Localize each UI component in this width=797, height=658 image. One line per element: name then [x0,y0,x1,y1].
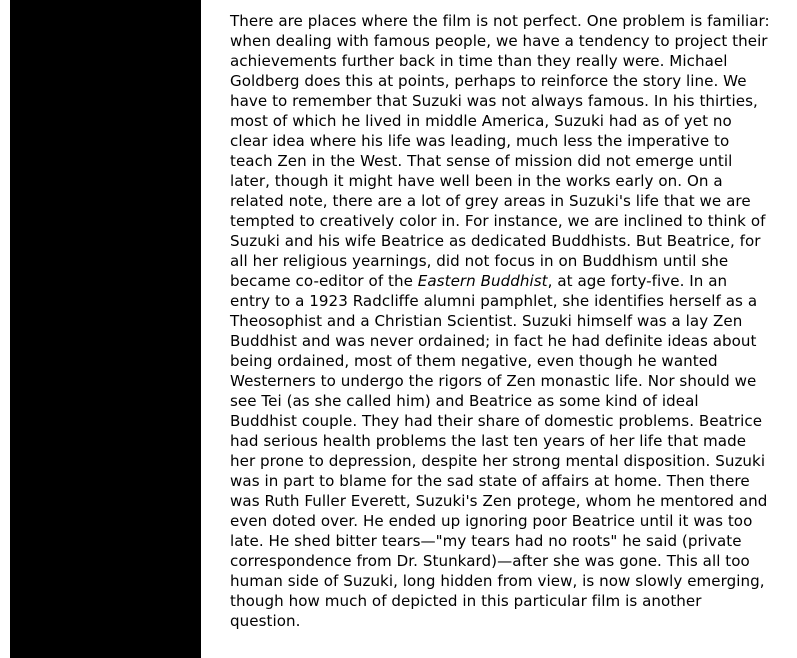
left-black-bar [10,0,201,658]
article-text-part-2: , at age forty-five. In an entry to a 1923 Radcliffe alumni pamphlet, she identifies herself as a Theosophist and a Christian Scientist. Suzuki himself was a lay Zen Buddhist and was never ordained; in fact he had definite ideas about being ordained, most of them negative, even though he wanted Westerners to undergo the rigors of Zen monastic life. Nor should we see Tei (as she called him) and Beatrice as some kind of ideal Buddhist couple. They had their share of domestic problems. Beatrice had serious health problems the last ten years of her life that made her prone to depression, despite her strong mental disposition. Suzuki was in part to blame for the sad state of affairs at home. Then there was Ruth Fuller Everett, Suzuki's Zen protege, whom he mentored and even doted over. He ended up ignoring poor Beatrice until it was too late. He shed bitter tears—"my tears had no roots" he said (private correspondence from Dr. Stunkard)—after she was gone. This all too human side of Suzuki, long hidden from view, is now slowly emerging, though how much of depicted in this particular film is another question. [230,272,768,630]
article-text-part-1: There are places where the film is not perfect. One problem is familiar: when dealing with famous people, we have a tendency to project their achievements further back in time than they really were. Michael Goldberg does this at points, perhaps to reinforce the story line. We have to remember that Suzuki was not always famous. In his thirties, most of which he lived in middle America, Suzuki had as of yet no clear idea where his life was leading, much less the imperative to teach Zen in the West. That sense of mission did not emerge until later, though it might have well been in the works early on. On a related note, there are a lot of grey areas in Suzuki's life that we are tempted to creatively color in. For instance, we are inclined to think of Suzuki and his wife Beatrice as dedicated Buddhists. But Beatrice, for all her religious yearnings, did not focus in on Buddhism until she became co-editor of the [230,12,770,290]
publication-title: Eastern Buddhist [417,272,548,290]
article-paragraph [230,11,770,631]
